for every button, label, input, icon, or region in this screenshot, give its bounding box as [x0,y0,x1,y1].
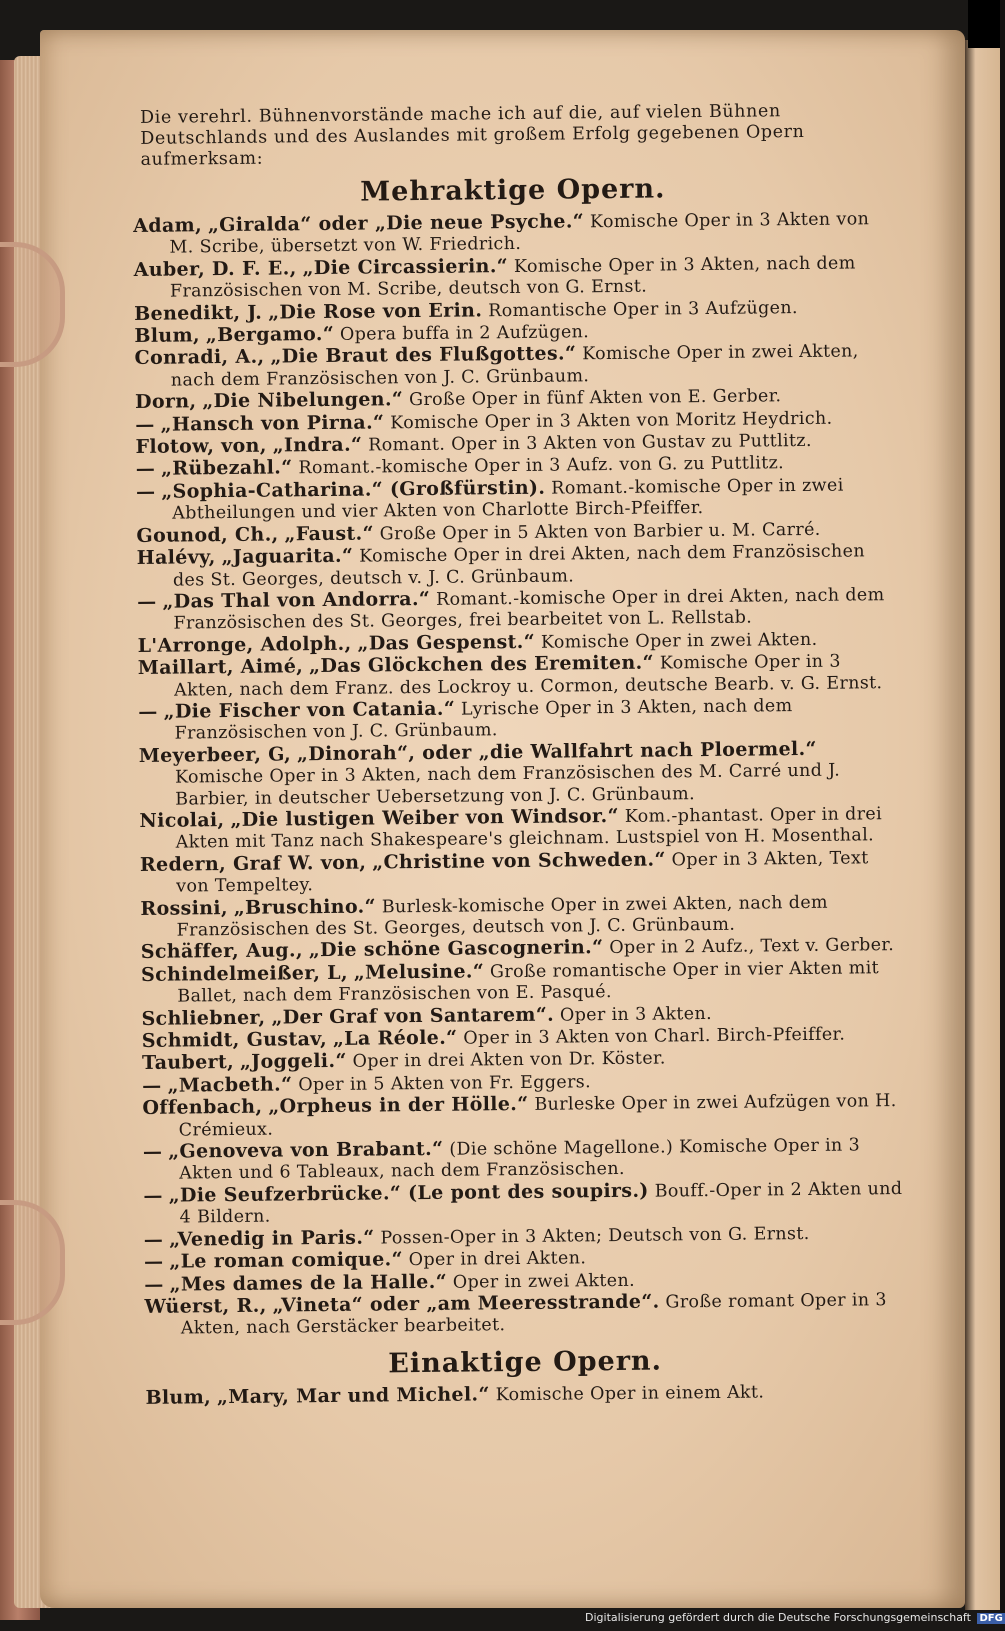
composer-name: Schindelmeißer, L, [140,961,348,986]
opera-title: „Mes dames de la Halle.“ [169,1270,448,1296]
opera-description: Romantische Oper in 3 Aufzügen. [488,297,798,321]
opera-title: „Giralda“ oder „Die neue Psyche.“ [207,210,585,237]
opera-title: „Der Graf von Santarem“. [271,1003,555,1029]
opera-description: Burlesk-komische Oper in zwei Akten, nach dem Französischen des St. Georges, deutsch von J. C. Grünbaum. [176,892,829,941]
composer-name: Redern, Graf W. von, [139,851,367,876]
opera-title: „Die Fischer von Catania.“ [163,697,456,723]
opera-description: Große Oper in 5 Akten von Barbier u. M. Carré. [379,519,821,545]
opera-title: „Dinorah“, oder „die Wallfahrt nach Ploermel.“ [296,737,817,766]
opera-title: „Macbeth.“ [167,1073,293,1097]
opera-title: „Mary, Mar und Michel.“ [216,1383,490,1408]
opera-description: Oper in 2 Aufz., Text v. Gerber. [609,935,895,959]
opera-description: Oper in drei Akten von Dr. Köster. [352,1048,666,1073]
intro-text: Die verehrl. Bühnenvorstände mache ich auf die, auf vielen Bühnen Deutschlands und des Auslandes mit großem Erfolg gegebenen Opern aufmerksam: [139,101,805,170]
opera-description: Große romant Oper in 3 Akten, nach Gerstäcker bearbeitet. [180,1290,887,1339]
opera-title: „Vineta“ oder „am Meeresstrande“. [272,1290,660,1317]
composer-name: L'Arronge, Adolph., [137,632,352,657]
opera-description: Possen-Oper in 3 Akten; Deutsch von G. Ernst. [380,1223,810,1249]
opera-title: „Die Seufzerbrücke.“ (Le pont des soupirs.) [168,1179,649,1207]
opera-title: „Bergamo.“ [205,322,335,347]
opera-title: „La Réole.“ [332,1026,458,1050]
opera-description: Romant.-komische Oper in drei Akten, nach dem Französischen des St. Georges, frei bearbeitet von L. Rellstab. [173,585,885,634]
composer-name: — [142,1074,162,1097]
composer-name: — [144,1273,164,1296]
opera-description: Oper in 3 Akten, Text von Tempeltey. [176,848,869,897]
opera-entry [138,650,898,702]
composer-name: Halévy, [136,546,216,570]
opera-title: „Joggeli.“ [239,1050,347,1074]
composer-name: — [142,1140,163,1164]
opera-description: Komische Oper in 3 Akten, nach dem Französischen von M. Scribe, deutsch von G. Ernst. [169,253,856,302]
opera-description: Komische Oper in zwei Akten, nach dem Französischen von J. C. Grünbaum. [170,341,859,391]
composer-name: Conradi, A., [134,346,265,370]
opera-description: Komische Oper in 3 Akten, nach dem Franz. des Lockroy u. Cormon, deutsche Bearb. v. G. Ernst. [173,651,883,701]
composer-name: Flotow, von, [135,434,267,459]
opera-title: „Faust.“ [284,522,374,546]
opera-description: (Die schöne Magellone.) Komische Oper in 3 Akten und 6 Tableaux, nach dem Französischen. [179,1135,861,1185]
composer-name: — [138,700,158,723]
opera-title: „Die Rose von Erin. [268,298,483,324]
opera-title: „Indra.“ [272,433,363,457]
composer-name: — [143,1184,163,1207]
composer-name: Nicolai, [139,809,225,832]
composer-name: — [143,1250,164,1274]
digitization-footer [585,1611,1005,1624]
opera-entry [144,1289,904,1341]
opera-title: „Das Thal von Andorra.“ [162,587,431,613]
composer-name: Dorn, [134,390,197,414]
composer-name: Schliebner, [141,1006,266,1030]
composer-name: Wüerst, R., [144,1294,267,1318]
opera-description: Romant.-komische Oper in zwei Abtheilungen und vier Akten von Charlotte Birch-Pfeiffer. [172,475,844,524]
composer-name: — [135,480,156,503]
opera-description: Oper in drei Akten. [408,1248,587,1271]
composer-name: Blum, [134,324,201,348]
opera-description: Komische Oper in zwei Akten. [540,629,818,653]
composer-name: Taubert, [141,1051,235,1075]
dfg-logo: DFG [979,1613,1003,1624]
composer-name: Benedikt, J. [134,301,263,325]
opera-entry [141,957,901,1009]
opera-title: „Sophia-Catharina.“ (Großfürstin). [161,476,546,503]
opera-description: Bouff.-Oper in 2 Akten und 4 Bildern. [179,1178,903,1228]
opera-description: Oper in 3 Akten von Charl. Birch-Pfeiffer. [463,1024,846,1049]
opera-title: „Die Nibelungen.“ [202,388,404,413]
footer-text: Digitalisierung gefördert durch die Deutsche Forschungsgemeinschaft [585,1611,971,1624]
composer-name: Auber, D. F. E., [133,257,297,281]
opera-title: „Die Braut des Flußgottes.“ [270,342,577,369]
opera-description: Komische Oper in 3 Akten von Moritz Heydrich. [390,408,833,433]
opera-description: Kom.-phantast. Oper in drei Akten mit Tanz nach Shakespeare's gleichnam. Lustspiel von H. Mosenthal. [175,804,883,853]
opera-title: „Rübezahl.“ [160,456,293,481]
opera-title: „Orpheus in der Hölle.“ [268,1093,529,1118]
opera-title: „Bruschino.“ [233,895,376,919]
opera-description: Komische Oper in 3 Akten von M. Scribe, übersetzt von W. Friedrich. [169,209,870,259]
opera-title: „Venedig in Paris.“ [169,1226,375,1251]
opera-description: Burleske Oper in zwei Aufzügen von H. Crémieux. [178,1091,897,1141]
opera-title: „Christine von Schweden.“ [372,848,666,874]
opera-title: „Le roman comique.“ [169,1248,403,1273]
composer-name: Offenbach, [142,1095,263,1120]
composer-name: Blum, [145,1385,212,1409]
composer-name: — [143,1228,164,1251]
opera-entry [139,803,899,855]
opera-description: Große Oper in fünf Akten von E. Gerber. [408,386,782,411]
composer-name: Rossini, [140,896,229,920]
opera-list-multi-act [133,208,905,1341]
opera-description: Komische Oper in drei Akten, nach dem Französischen des St. Georges, deutsch v. J. C. Grünbaum. [172,541,866,591]
opera-title: „Hansch von Pirna.“ [160,411,385,436]
opera-title: „Die schöne Gascognerin.“ [308,936,604,962]
opera-entry [139,738,900,811]
opera-title: „Genoveva von Brabant.“ [168,1137,444,1163]
opera-title: „Die Circassierin.“ [302,254,509,280]
composer-name: Schäffer, Aug., [140,939,303,964]
composer-name: — [137,590,157,613]
section-heading-one-act: Einaktige Opern. [388,1345,663,1380]
opera-title: „Jaguarita.“ [221,544,354,569]
composer-name: — [135,458,156,481]
opera-description: Komische Oper in einem Akt. [495,1382,765,1405]
opera-title: „Die lustigen Weiber von Windsor.“ [230,804,619,831]
opera-description: Oper in 3 Akten. [559,1003,713,1026]
opera-description: Komische Oper in 3 Akten, nach dem Französischen des M. Carré und J. Barbier, in deutscher Uebersetzung von J. C. Grünbaum. [174,760,841,810]
scan-corner [968,0,1000,48]
opera-title: „Melusine.“ [353,960,485,984]
page-content [132,100,906,1410]
opera-description: Lyrische Oper in 3 Akten, nach dem Französischen von J. C. Grünbaum. [174,696,793,744]
composer-name: — [135,413,155,436]
opera-description: Opera buffa in 2 Aufzügen. [339,322,590,345]
next-page-edge [965,40,1000,1610]
section-heading-multi-act: Mehraktige Opern. [360,173,666,208]
opera-description: Romant.-komische Oper in 3 Aufz. von G. zu Puttlitz. [298,453,785,479]
composer-name: Adam, [133,214,203,237]
opera-title: „Das Gespenst.“ [357,630,536,655]
opera-description: Oper in 5 Akten von Fr. Eggers. [298,1072,592,1096]
composer-name: Meyerbeer, G, [138,743,292,767]
opera-title: „Das Glöckchen des Eremiten.“ [309,651,654,678]
composer-name: Schmidt, Gustav, [141,1028,328,1052]
composer-name: Maillart, Aimé, [137,655,304,680]
opera-description: Romant. Oper in 3 Akten von Gustav zu Puttlitz. [368,430,812,456]
opera-description: Oper in zwei Akten. [452,1270,636,1293]
composer-name: Gounod, Ch., [136,523,279,547]
opera-description: Große romantische Oper in vier Akten mit Ballet, nach dem Französischen von E. Pasqué. [177,958,880,1007]
